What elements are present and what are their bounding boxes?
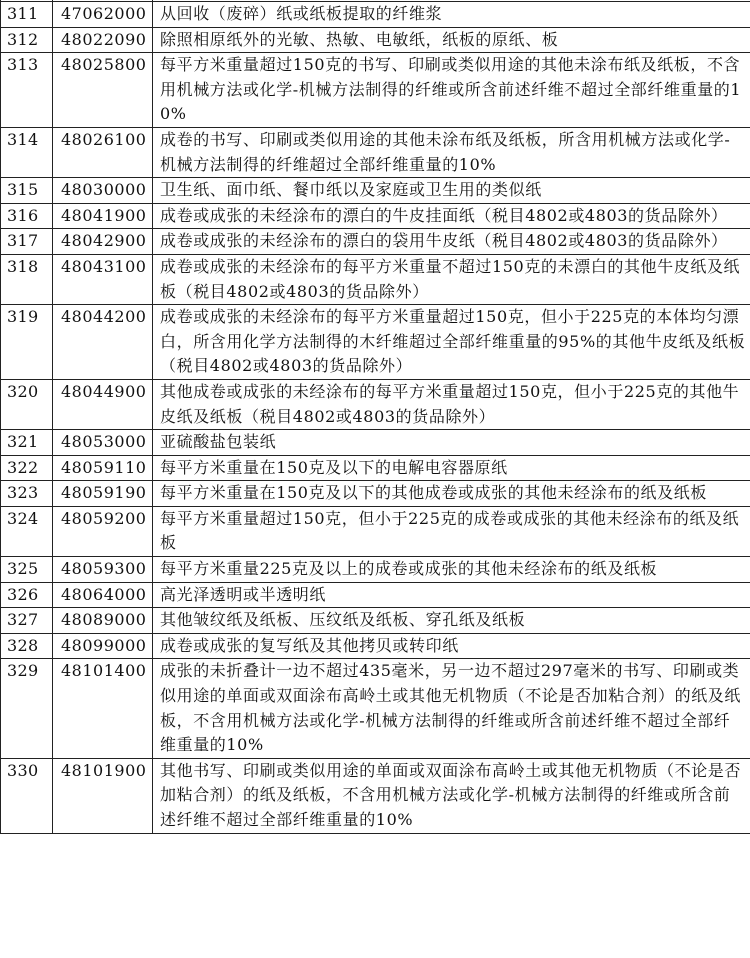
item-description: 成卷或成张的未经涂布的每平方米重量超过150克，但小于225克的本体均匀漂白，所含用化学方法制得的木纤维超过全部纤维重量的95%的其他牛皮纸及纸板（税目4802或4803的货品除外） <box>153 305 750 380</box>
hs-code: 48101400 <box>53 659 153 758</box>
row-number: 312 <box>1 27 53 53</box>
item-description: 成卷或成张的未经涂布的每平方米重量不超过150克的未漂白的其他牛皮纸及纸板（税目4802或4803的货品除外） <box>153 254 750 304</box>
table-row <box>1 178 750 204</box>
row-number: 315 <box>1 178 53 204</box>
item-description: 其他皱纹纸及纸板、压纹纸及纸板、穿孔纸及纸板 <box>153 608 750 634</box>
table-row <box>1 430 750 456</box>
table-row <box>1 633 750 659</box>
table-row <box>1 27 750 53</box>
item-description: 每平方米重量225克及以上的成卷或成张的其他未经涂布的纸及纸板 <box>153 557 750 583</box>
item-description: 成卷或成张的复写纸及其他拷贝或转印纸 <box>153 633 750 659</box>
item-description: 除照相原纸外的光敏、热敏、电敏纸，纸板的原纸、板 <box>153 27 750 53</box>
hs-code: 48044200 <box>53 305 153 380</box>
item-description: 每平方米重量在150克及以下的其他成卷或成张的其他未经涂布的纸及纸板 <box>153 481 750 507</box>
item-description: 成卷或成张的未经涂布的漂白的牛皮挂面纸（税目4802或4803的货品除外） <box>153 203 750 229</box>
hs-code: 48025800 <box>53 53 153 128</box>
table-row <box>1 582 750 608</box>
item-description: 成张的未折叠计一边不超过435毫米，另一边不超过297毫米的书写、印刷或类似用途的单面或双面涂布高岭土或其他无机物质（不论是否加粘合剂）的纸及纸板，不含用机械方法或化学-机械方法制得的纤维或所含前述纤维不超过全部纤维重量的10% <box>153 659 750 758</box>
item-description: 成卷的书写、印刷或类似用途的其他未涂布纸及纸板，所含用机械方法或化学-机械方法制得的纤维超过全部纤维重量的10% <box>153 127 750 177</box>
table-row <box>1 481 750 507</box>
hs-code: 47062000 <box>53 2 153 28</box>
row-number: 325 <box>1 557 53 583</box>
row-number: 323 <box>1 481 53 507</box>
row-number: 328 <box>1 633 53 659</box>
hs-code: 48059190 <box>53 481 153 507</box>
table-row <box>1 557 750 583</box>
table-row <box>1 379 750 429</box>
table-row <box>1 758 750 833</box>
hs-code: 48022090 <box>53 27 153 53</box>
hs-code: 48053000 <box>53 430 153 456</box>
row-number: 327 <box>1 608 53 634</box>
row-number: 317 <box>1 229 53 255</box>
table-row <box>1 506 750 556</box>
hs-code: 48044900 <box>53 379 153 429</box>
table-row <box>1 127 750 177</box>
item-description: 卫生纸、面巾纸、餐巾纸以及家庭或卫生用的类似纸 <box>153 178 750 204</box>
hs-code: 48064000 <box>53 582 153 608</box>
item-description: 每平方米重量超过150克的书写、印刷或类似用途的其他未涂布纸及纸板，不含用机械方法或化学-机械方法制得的纤维或所含前述纤维不超过全部纤维重量的10% <box>153 53 750 128</box>
row-number: 318 <box>1 254 53 304</box>
item-description: 其他书写、印刷或类似用途的单面或双面涂布高岭土或其他无机物质（不论是否加粘合剂）的纸及纸板，不含用机械方法或化学-机械方法制得的纤维或所含前述纤维不超过全部纤维重量的10% <box>153 758 750 833</box>
row-number: 326 <box>1 582 53 608</box>
hs-code: 48059200 <box>53 506 153 556</box>
item-description: 成卷或成张的未经涂布的漂白的袋用牛皮纸（税目4802或4803的货品除外） <box>153 229 750 255</box>
table-row <box>1 305 750 380</box>
item-description: 高光泽透明或半透明纸 <box>153 582 750 608</box>
hs-code: 48042900 <box>53 229 153 255</box>
hs-code: 48059300 <box>53 557 153 583</box>
hs-code: 48101900 <box>53 758 153 833</box>
table-row <box>1 455 750 481</box>
row-number: 314 <box>1 127 53 177</box>
hs-code: 48043100 <box>53 254 153 304</box>
hs-code: 48030000 <box>53 178 153 204</box>
table-row <box>1 53 750 128</box>
item-description: 其他成卷或成张的未经涂布的每平方米重量超过150克，但小于225克的其他牛皮纸及纸板（税目4802或4803的货品除外） <box>153 379 750 429</box>
row-number: 313 <box>1 53 53 128</box>
row-number: 324 <box>1 506 53 556</box>
row-number: 321 <box>1 430 53 456</box>
row-number: 319 <box>1 305 53 380</box>
hs-code: 48026100 <box>53 127 153 177</box>
table-row <box>1 659 750 758</box>
table-row <box>1 203 750 229</box>
table-row <box>1 2 750 28</box>
item-description: 每平方米重量超过150克，但小于225克的成卷或成张的其他未经涂布的纸及纸板 <box>153 506 750 556</box>
item-description: 从回收（废碎）纸或纸板提取的纤维浆 <box>153 2 750 28</box>
hs-code: 48059110 <box>53 455 153 481</box>
row-number: 311 <box>1 2 53 28</box>
hs-code: 48099000 <box>53 633 153 659</box>
tariff-table-body <box>1 0 750 833</box>
item-description: 亚硫酸盐包装纸 <box>153 430 750 456</box>
item-description: 每平方米重量在150克及以下的电解电容器原纸 <box>153 455 750 481</box>
row-number: 322 <box>1 455 53 481</box>
row-number: 330 <box>1 758 53 833</box>
table-row <box>1 229 750 255</box>
row-number: 320 <box>1 379 53 429</box>
table-row <box>1 254 750 304</box>
row-number: 316 <box>1 203 53 229</box>
table-row <box>1 608 750 634</box>
hs-code: 48041900 <box>53 203 153 229</box>
row-number: 329 <box>1 659 53 758</box>
hs-code: 48089000 <box>53 608 153 634</box>
